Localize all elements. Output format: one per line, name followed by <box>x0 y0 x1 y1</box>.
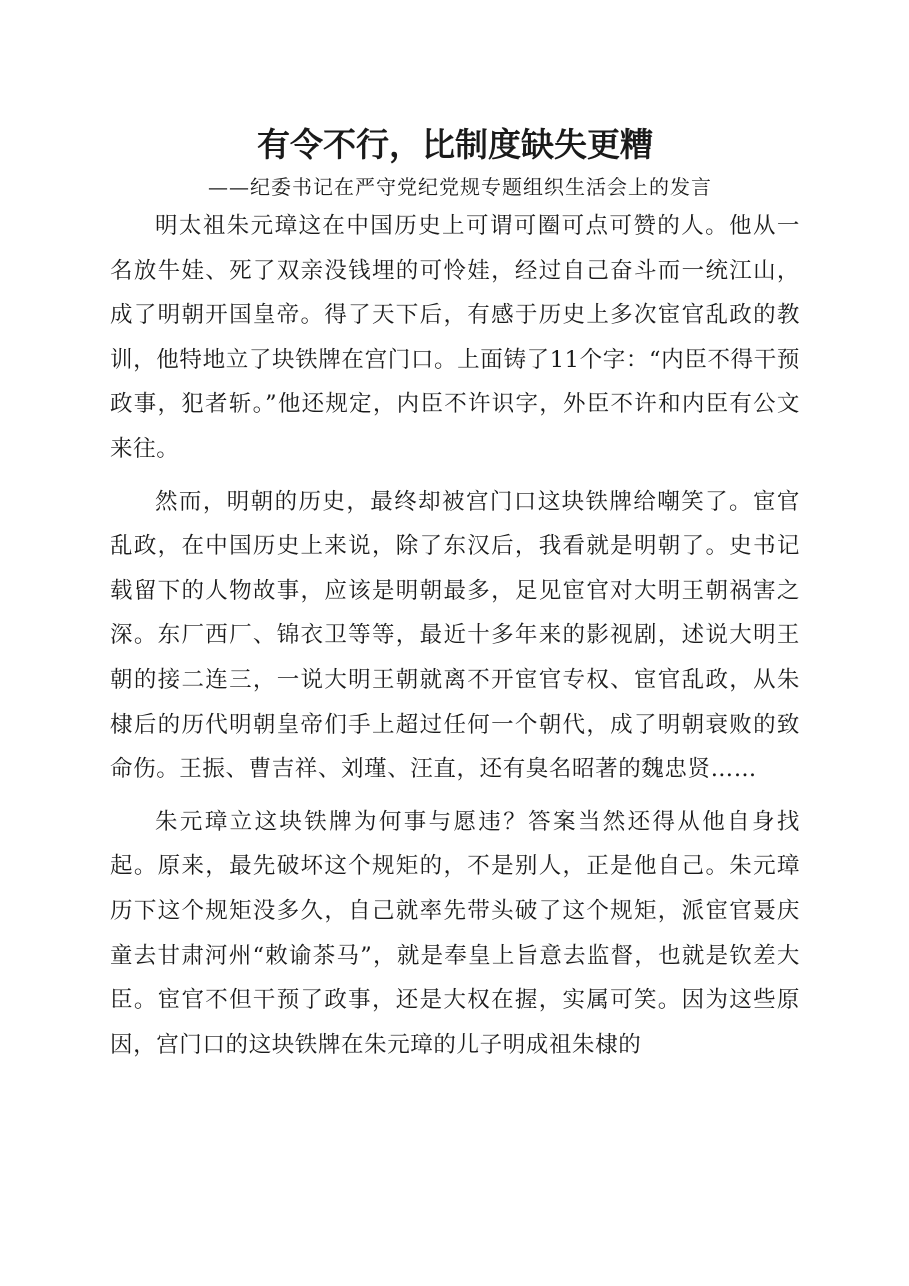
paragraph-2: 然而，明朝的历史，最终却被宫门口这块铁牌给嘲笑了。宦官乱政，在中国历史上来说，除了东汉后，我看就是明朝了。史书记载留下的人物故事，应该是明朝最多，足见宦官对大明王朝祸害之深。东厂西厂、锦衣卫等等，最近十多年来的影视剧，述说大明王朝的接二连三，一说大明王朝就离不开宦官专权、宦官乱政，从朱棣后的历代明朝皇帝们手上超过任何一个朝代，成了明朝衰败的致命伤。王振、曹吉祥、刘瑾、汪直，还有臭名昭著的魏忠贤…… <box>110 488 800 783</box>
paragraph-1: 明太祖朱元璋这在中国历史上可谓可圈可点可赞的人。他从一名放牛娃、死了双亲没钱埋的可怜娃，经过自己奋斗而一统江山，成了明朝开国皇帝。得了天下后，有感于历史上多次宦官乱政的教训，他特地立了块铁牌在宫门口。上面铸了11个字：“内臣不得干预政事，犯者斩。”他还规定，内臣不许识字，外臣不许和内臣有公文来往。 <box>110 213 800 462</box>
document-title: 有令不行，比制度缺失更糟 <box>257 125 653 164</box>
document-subtitle: ——纪委书记在严守党纪党规专题组织生活会上的发言 <box>208 175 712 199</box>
document-page <box>110 120 800 1067</box>
paragraph-3: 朱元璋立这块铁牌为何事与愿违？答案当然还得从他自身找起。原来，最先破坏这个规矩的，不是别人，正是他自己。朱元璋历下这个规矩没多久，自己就率先带头破了这个规矩，派宦官聂庆童去甘肃河州“敕谕茶马”，就是奉皇上旨意去监督，也就是钦差大臣。宦官不但干预了政事，还是大权在握，实属可笑。因为这些原因，宫门口的这块铁牌在朱元璋的儿子明成祖朱棣的 <box>110 808 800 1058</box>
